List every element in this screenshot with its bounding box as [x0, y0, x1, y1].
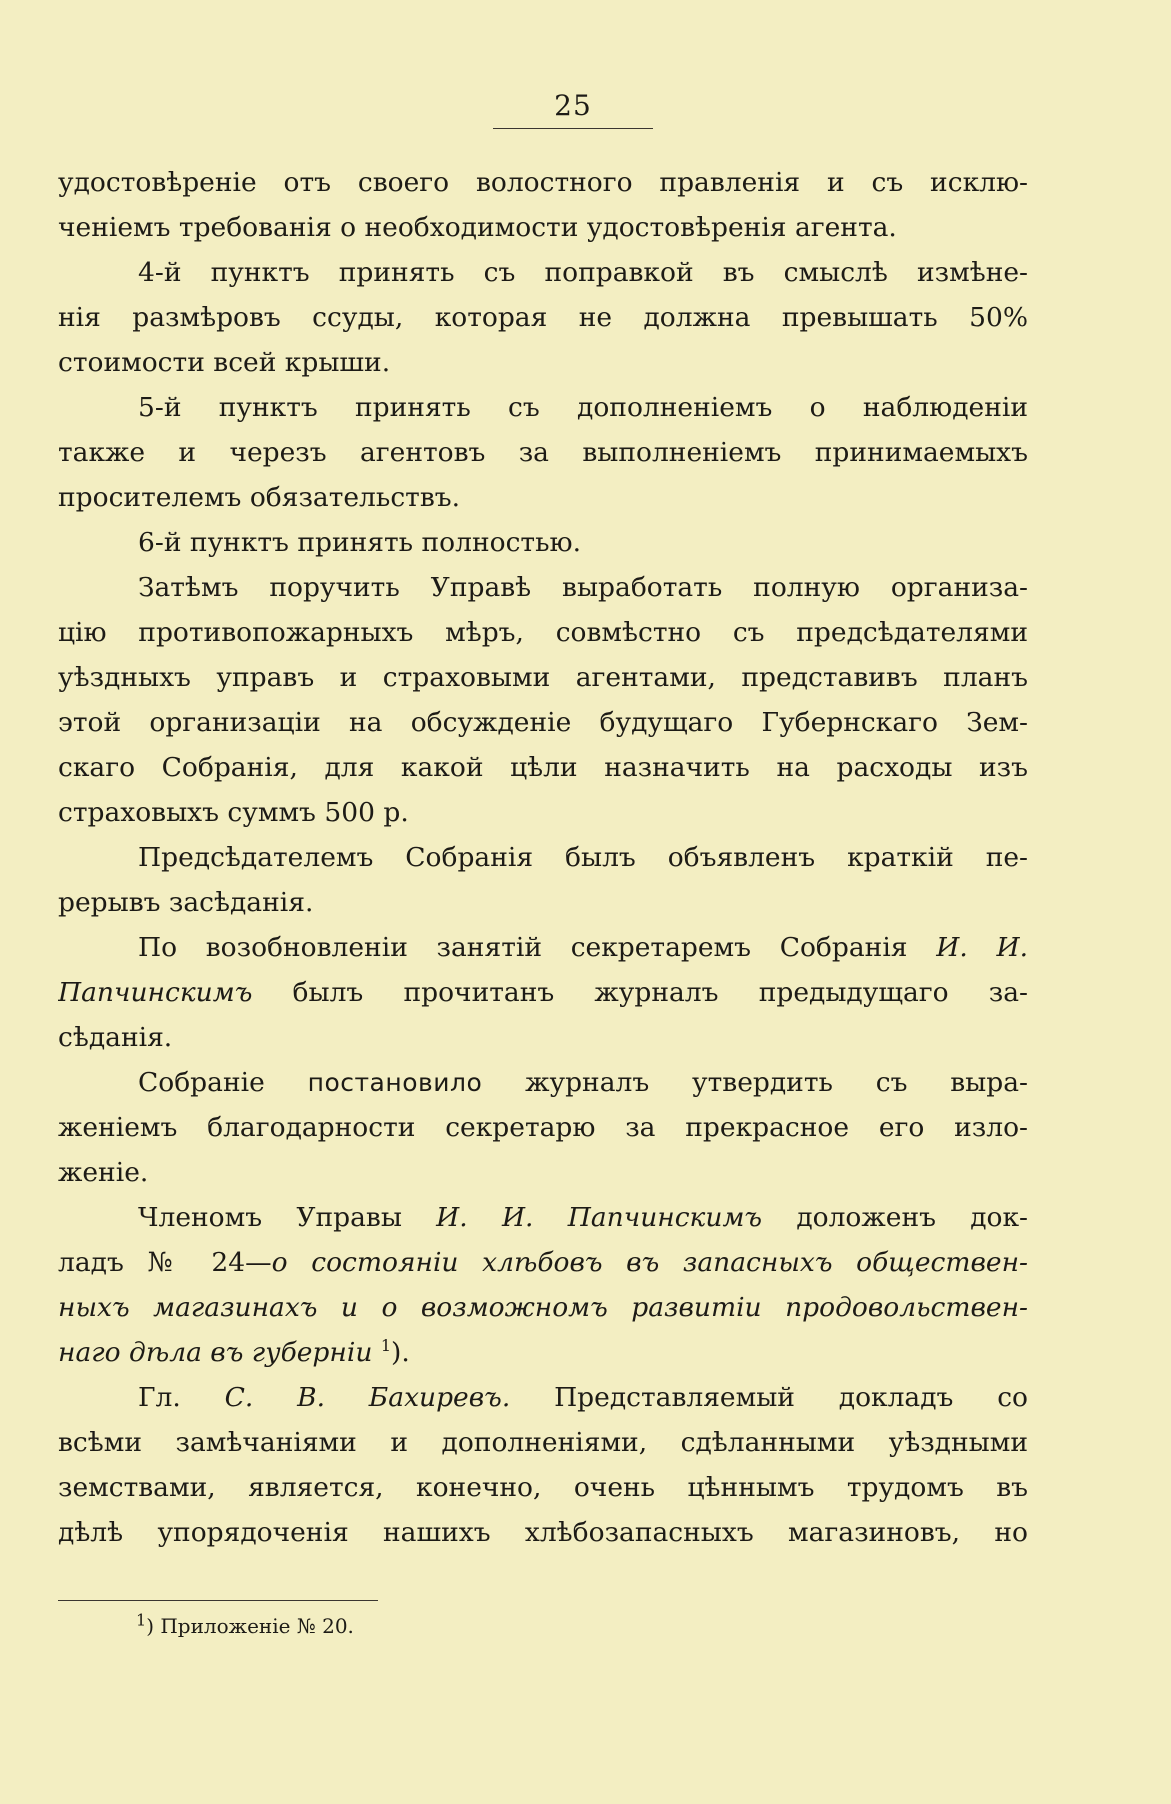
person-name: Папчинскимъ [58, 977, 253, 1008]
text-line: 4-й пунктъ принять съ поправкой въ смыслѣ измѣне- [138, 257, 1028, 288]
text-line: Гл. С. В. Бахиревъ. Представляемый докладъ со [138, 1382, 1028, 1413]
text-line: уѣздныхъ управъ и страховыми агентами, представивъ планъ [58, 662, 1028, 693]
text-line: По возобновленіи занятій секретаремъ Собранія И. И. [138, 932, 1028, 963]
footnote-marker: 1 [136, 1610, 147, 1630]
person-name: С. В. Бахиревъ. [224, 1382, 511, 1413]
text-line: стоимости всей крыши. [58, 347, 391, 378]
text-line: ченіемъ требованія о необходимости удостовѣренія агента. [58, 212, 897, 243]
text-line: 5-й пунктъ принять съ дополненіемъ о наблюденіи [138, 392, 1028, 423]
emphasized-word: постановило [307, 1068, 483, 1097]
text-line: ладъ № 24—о состояніи хлѣбовъ въ запасныхъ обществен- [58, 1247, 1028, 1278]
text-line: сѣданія. [58, 1022, 173, 1053]
text-line: Собраніе постановило журналъ утвердить съ выра- [138, 1067, 1028, 1098]
document-page [58, 0, 1028, 1804]
footnote-rule [58, 1600, 378, 1601]
text-line: дѣлѣ упорядоченія нашихъ хлѣбозапасныхъ магазиновъ, но [58, 1517, 1028, 1548]
text-line: 6-й пунктъ принять полностью. [138, 527, 581, 558]
text-line: Членомъ Управы И. И. Папчинскимъ доложенъ док- [138, 1202, 1028, 1233]
body-text [58, 160, 1028, 1555]
footnote-reference: 1 [380, 1336, 392, 1356]
text-line: страховыхъ суммъ 500 р. [58, 797, 409, 828]
text-line: этой организаціи на обсужденіе будущаго Губернскаго Зем- [58, 707, 1028, 738]
text-line: женіе. [58, 1157, 149, 1188]
person-name: И. И. Папчинскимъ [436, 1202, 763, 1233]
report-title: наго дѣла въ губерніи [58, 1337, 373, 1368]
text-line: Папчинскимъ былъ прочитанъ журналъ предыдущаго за- [58, 977, 1028, 1008]
text-line: просителемъ обязательствъ. [58, 482, 461, 513]
footnote [136, 1612, 354, 1640]
text-line: наго дѣла въ губерніи $^1$). [58, 1336, 410, 1368]
report-title: о состояніи хлѣбовъ въ запасныхъ обществен- [271, 1247, 1028, 1278]
text-line: земствами, является, конечно, очень цѣннымъ трудомъ въ [58, 1472, 1028, 1503]
header-rule [493, 128, 653, 129]
paragraphs-block [58, 160, 1028, 925]
person-name: И. И. [936, 932, 1028, 963]
text-line: также и черезъ агентовъ за выполненіемъ принимаемыхъ [58, 437, 1028, 468]
report-title: ныхъ магазинахъ и о возможномъ развитіи продовольствен- [58, 1292, 1028, 1323]
text-line: удостовѣреніе отъ своего волостного правленія и съ исклю- [58, 167, 1028, 198]
page-header [463, 86, 683, 129]
text-line: цію противопожарныхъ мѣръ, совмѣстно съ предсѣдателями [58, 617, 1028, 648]
text-line: Предсѣдателемъ Собранія былъ объявленъ краткій пе- [138, 842, 1028, 873]
text-line: женіемъ благодарности секретарю за прекрасное его изло- [58, 1112, 1028, 1143]
footnote-text: ) Приложеніе № 20. [146, 1614, 354, 1638]
text-line: нія размѣровъ ссуды, которая не должна превышать 50% [58, 302, 1028, 333]
page-number: 25 [554, 89, 592, 122]
text-line [58, 1285, 1028, 1330]
text-line: Затѣмъ поручить Управѣ выработать полную организа- [138, 572, 1028, 603]
text-line: скаго Собранія, для какой цѣли назначить на расходы изъ [58, 752, 1028, 783]
text-line: всѣми замѣчаніями и дополненіями, сдѣланными уѣздными [58, 1427, 1028, 1458]
text-line: рерывъ засѣданія. [58, 887, 314, 918]
